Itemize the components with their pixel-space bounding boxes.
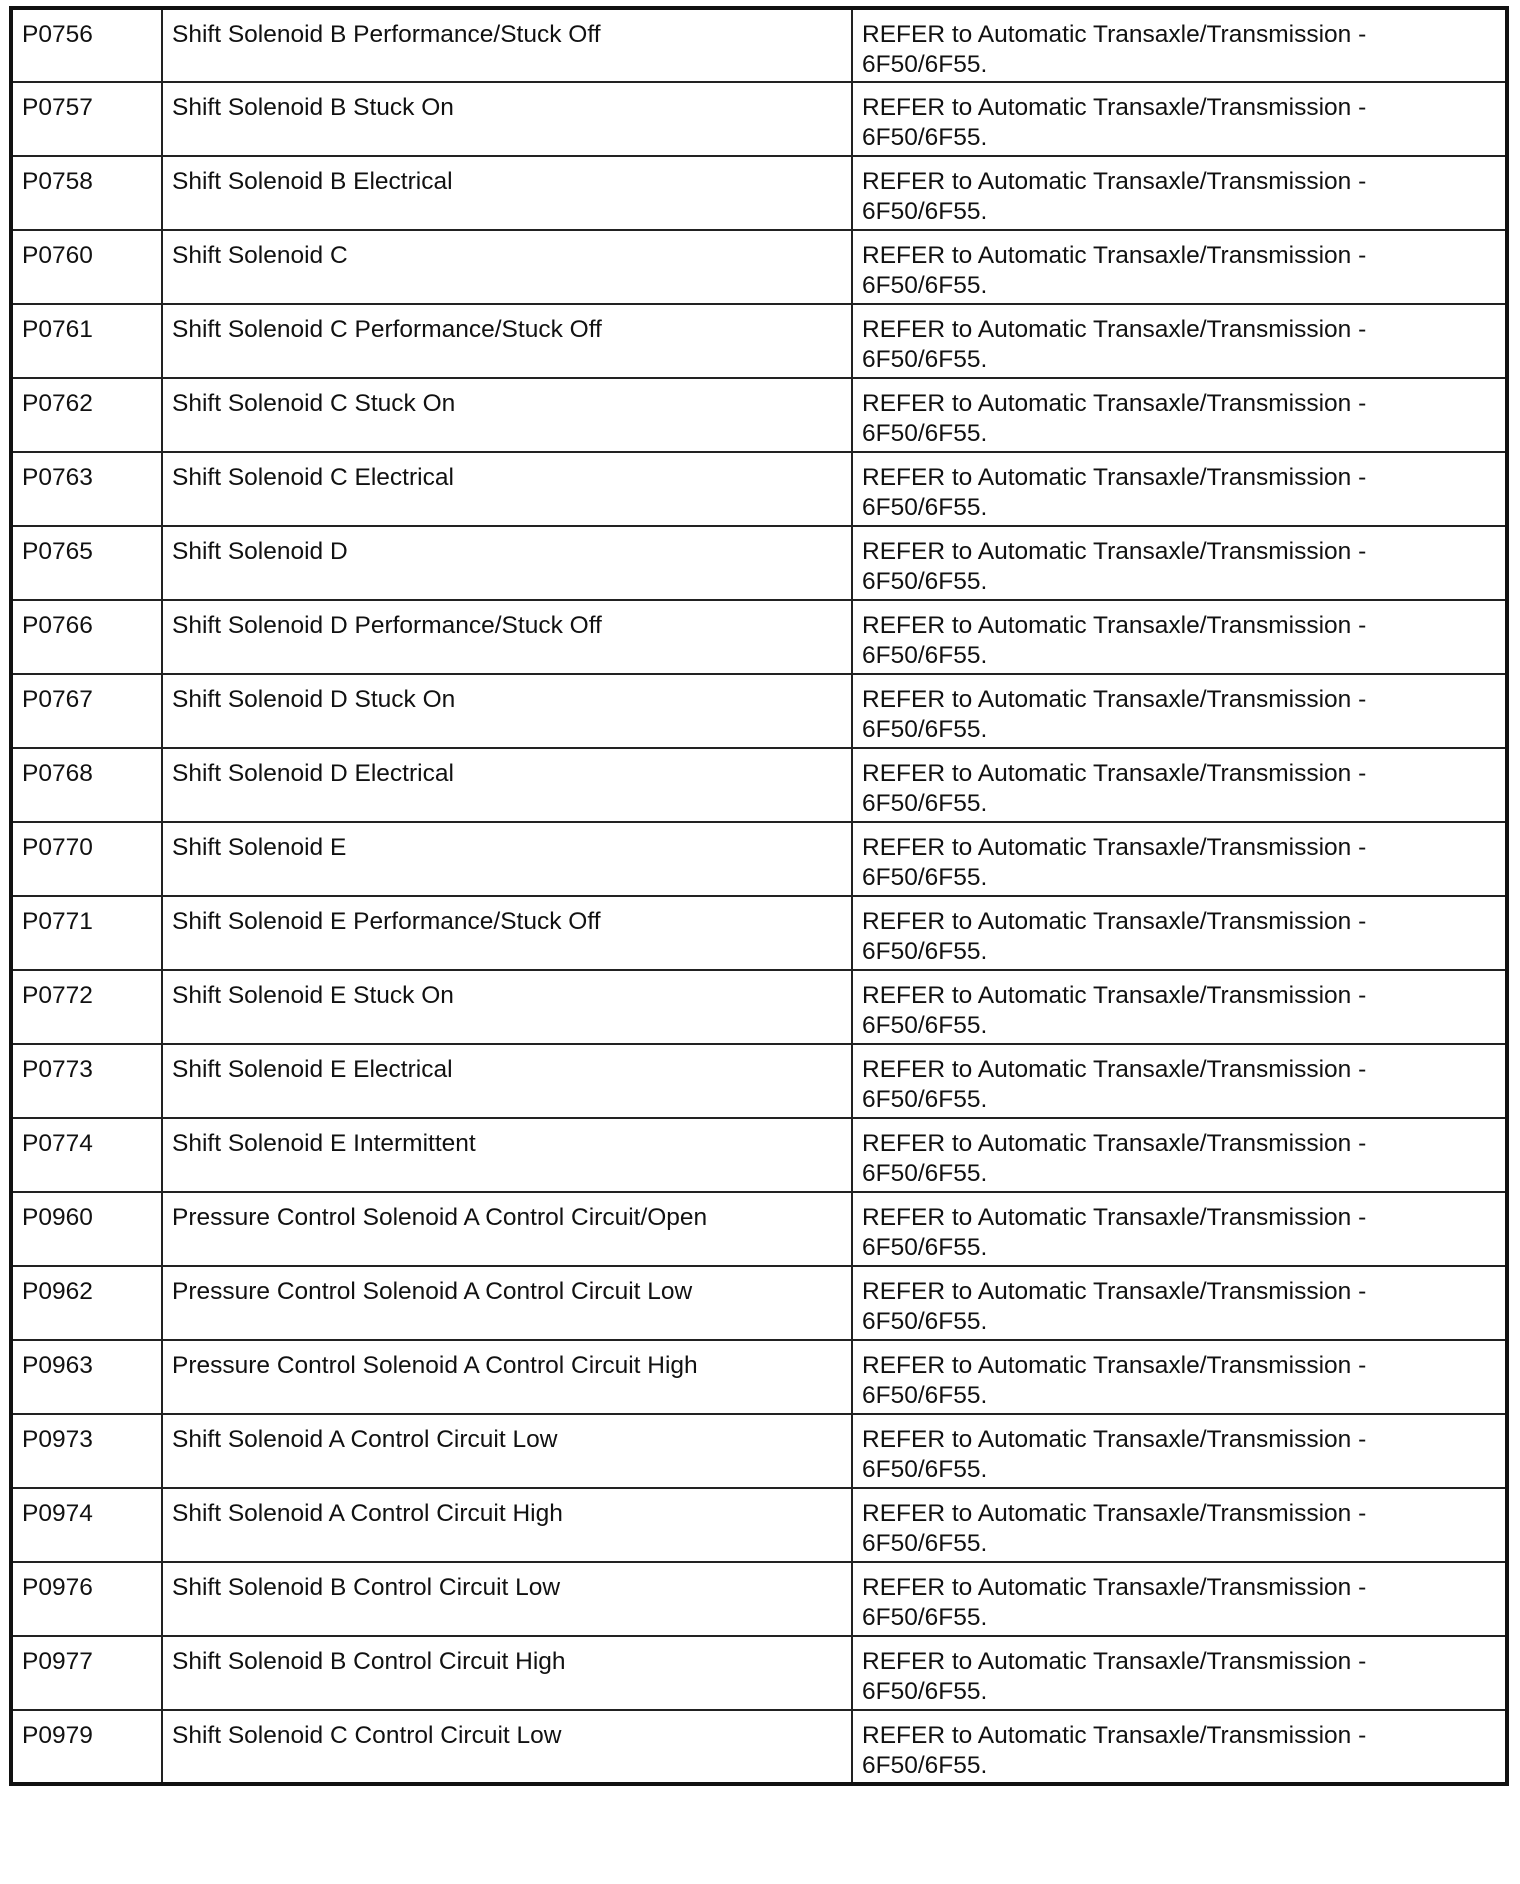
dtc-action-line-2: 6F50/6F55. <box>862 1456 988 1483</box>
dtc-action-cell <box>852 1710 1507 1784</box>
table-row <box>11 1340 1507 1414</box>
dtc-description: Shift Solenoid D Performance/Stuck Off <box>172 612 602 639</box>
dtc-code: P0977 <box>22 1648 93 1675</box>
dtc-action-line-1: REFER to Automatic Transaxle/Transmission - <box>862 538 1367 565</box>
dtc-action-line-1: REFER to Automatic Transaxle/Transmission - <box>862 94 1367 121</box>
dtc-description-cell <box>162 1414 852 1488</box>
dtc-description: Shift Solenoid E Performance/Stuck Off <box>172 908 601 935</box>
dtc-code: P0766 <box>22 612 93 639</box>
dtc-action-line-2: 6F50/6F55. <box>862 1530 988 1557</box>
dtc-action-line-1: REFER to Automatic Transaxle/Transmission - <box>862 908 1367 935</box>
table-row <box>11 1636 1507 1710</box>
dtc-action-line-1: REFER to Automatic Transaxle/Transmission - <box>862 834 1367 861</box>
dtc-action-cell <box>852 1266 1507 1340</box>
dtc-description: Shift Solenoid B Stuck On <box>172 94 454 121</box>
dtc-action-line-2: 6F50/6F55. <box>862 790 988 817</box>
dtc-action-cell <box>852 304 1507 378</box>
dtc-code-cell <box>11 1562 162 1636</box>
dtc-code-cell <box>11 674 162 748</box>
dtc-code-cell <box>11 822 162 896</box>
dtc-description-cell <box>162 1340 852 1414</box>
dtc-action-line-1: REFER to Automatic Transaxle/Transmission - <box>862 1648 1367 1675</box>
dtc-description-cell <box>162 452 852 526</box>
dtc-action-line-2: 6F50/6F55. <box>862 1604 988 1631</box>
dtc-description-cell <box>162 896 852 970</box>
dtc-code-cell <box>11 8 162 82</box>
dtc-code: P0767 <box>22 686 93 713</box>
dtc-action-line-1: REFER to Automatic Transaxle/Transmission - <box>862 242 1367 269</box>
dtc-action-line-2: 6F50/6F55. <box>862 568 988 595</box>
dtc-code: P0774 <box>22 1130 93 1157</box>
dtc-description-cell <box>162 378 852 452</box>
dtc-action-line-2: 6F50/6F55. <box>862 1234 988 1261</box>
dtc-action-cell <box>852 822 1507 896</box>
dtc-action-line-1: REFER to Automatic Transaxle/Transmission - <box>862 1056 1367 1083</box>
table-row <box>11 748 1507 822</box>
dtc-description: Shift Solenoid D Stuck On <box>172 686 456 713</box>
dtc-action-line-1: REFER to Automatic Transaxle/Transmission - <box>862 612 1367 639</box>
table-row <box>11 600 1507 674</box>
dtc-action-line-1: REFER to Automatic Transaxle/Transmission - <box>862 686 1367 713</box>
dtc-code-cell <box>11 748 162 822</box>
dtc-action-cell <box>852 600 1507 674</box>
dtc-description-cell <box>162 1562 852 1636</box>
dtc-action-cell <box>852 1192 1507 1266</box>
dtc-description-cell <box>162 8 852 82</box>
dtc-code-cell <box>11 378 162 452</box>
dtc-description: Shift Solenoid E Electrical <box>172 1056 453 1083</box>
table-row <box>11 156 1507 230</box>
dtc-action-line-2: 6F50/6F55. <box>862 642 988 669</box>
dtc-code: P0758 <box>22 168 93 195</box>
dtc-description-cell <box>162 1266 852 1340</box>
dtc-description-cell <box>162 1044 852 1118</box>
dtc-description-cell <box>162 1192 852 1266</box>
table-row <box>11 1414 1507 1488</box>
dtc-action-line-2: 6F50/6F55. <box>862 1678 988 1705</box>
dtc-action-cell <box>852 970 1507 1044</box>
dtc-description: Pressure Control Solenoid A Control Circuit Low <box>172 1278 693 1305</box>
dtc-action-line-1: REFER to Automatic Transaxle/Transmission - <box>862 1130 1367 1157</box>
dtc-action-cell <box>852 526 1507 600</box>
table-row <box>11 1044 1507 1118</box>
dtc-action-cell <box>852 1488 1507 1562</box>
dtc-description-cell <box>162 1710 852 1784</box>
dtc-code-cell <box>11 1488 162 1562</box>
dtc-code: P0765 <box>22 538 93 565</box>
dtc-action-line-2: 6F50/6F55. <box>862 1012 988 1039</box>
dtc-description-cell <box>162 822 852 896</box>
dtc-description-cell <box>162 970 852 1044</box>
dtc-code-cell <box>11 1710 162 1784</box>
dtc-description-cell <box>162 748 852 822</box>
dtc-code-cell <box>11 526 162 600</box>
dtc-description-cell <box>162 1488 852 1562</box>
dtc-description: Shift Solenoid A Control Circuit Low <box>172 1426 558 1453</box>
dtc-description: Shift Solenoid A Control Circuit High <box>172 1500 563 1527</box>
table-row <box>11 378 1507 452</box>
dtc-action-cell <box>852 230 1507 304</box>
dtc-action-cell <box>852 1414 1507 1488</box>
dtc-action-cell <box>852 674 1507 748</box>
dtc-action-line-2: 6F50/6F55. <box>862 124 988 151</box>
dtc-action-line-2: 6F50/6F55. <box>862 1086 988 1113</box>
dtc-description: Shift Solenoid C Stuck On <box>172 390 456 417</box>
dtc-code-cell <box>11 304 162 378</box>
dtc-code: P0979 <box>22 1722 93 1749</box>
dtc-code-cell <box>11 1340 162 1414</box>
dtc-action-line-1: REFER to Automatic Transaxle/Transmission - <box>862 1426 1367 1453</box>
dtc-description: Shift Solenoid C <box>172 242 348 269</box>
dtc-code-cell <box>11 1044 162 1118</box>
dtc-code: P0772 <box>22 982 93 1009</box>
table-row <box>11 526 1507 600</box>
table-row <box>11 674 1507 748</box>
dtc-code-cell <box>11 82 162 156</box>
dtc-action-cell <box>852 82 1507 156</box>
dtc-action-line-1: REFER to Automatic Transaxle/Transmission - <box>862 316 1367 343</box>
dtc-action-line-2: 6F50/6F55. <box>862 494 988 521</box>
dtc-action-line-2: 6F50/6F55. <box>862 864 988 891</box>
dtc-action-cell <box>852 896 1507 970</box>
dtc-code-cell <box>11 1118 162 1192</box>
dtc-action-line-1: REFER to Automatic Transaxle/Transmission - <box>862 390 1367 417</box>
table-row <box>11 1118 1507 1192</box>
table-row <box>11 822 1507 896</box>
dtc-code-cell <box>11 600 162 674</box>
dtc-description-cell <box>162 600 852 674</box>
dtc-code: P0962 <box>22 1278 93 1305</box>
dtc-action-line-1: REFER to Automatic Transaxle/Transmission - <box>862 1722 1367 1749</box>
dtc-description: Shift Solenoid B Electrical <box>172 168 453 195</box>
dtc-action-cell <box>852 748 1507 822</box>
dtc-description-cell <box>162 156 852 230</box>
dtc-code-cell <box>11 230 162 304</box>
dtc-code-cell <box>11 452 162 526</box>
dtc-action-line-1: REFER to Automatic Transaxle/Transmission - <box>862 464 1367 491</box>
table-row <box>11 1488 1507 1562</box>
table-row <box>11 1562 1507 1636</box>
dtc-code: P0757 <box>22 94 93 121</box>
dtc-code-cell <box>11 1192 162 1266</box>
table-row <box>11 1266 1507 1340</box>
dtc-code-cell <box>11 1636 162 1710</box>
table-row <box>11 452 1507 526</box>
dtc-description: Shift Solenoid E <box>172 834 347 861</box>
dtc-action-cell <box>852 156 1507 230</box>
dtc-action-cell <box>852 1636 1507 1710</box>
dtc-code-cell <box>11 1266 162 1340</box>
dtc-description-cell <box>162 304 852 378</box>
dtc-action-cell <box>852 1118 1507 1192</box>
dtc-code: P0760 <box>22 242 93 269</box>
table-row <box>11 8 1507 82</box>
dtc-action-cell <box>852 378 1507 452</box>
dtc-description-cell <box>162 1118 852 1192</box>
dtc-action-line-1: REFER to Automatic Transaxle/Transmission - <box>862 1204 1367 1231</box>
dtc-action-line-1: REFER to Automatic Transaxle/Transmission - <box>862 1352 1367 1379</box>
table-row <box>11 1710 1507 1784</box>
dtc-description: Shift Solenoid C Control Circuit Low <box>172 1722 562 1749</box>
dtc-action-cell <box>852 1044 1507 1118</box>
dtc-action-line-1: REFER to Automatic Transaxle/Transmission - <box>862 760 1367 787</box>
dtc-description: Shift Solenoid B Performance/Stuck Off <box>172 21 601 48</box>
dtc-code: P0761 <box>22 316 93 343</box>
dtc-action-line-1: REFER to Automatic Transaxle/Transmission - <box>862 21 1367 48</box>
dtc-code: P0773 <box>22 1056 93 1083</box>
table-row <box>11 1192 1507 1266</box>
dtc-action-line-1: REFER to Automatic Transaxle/Transmission - <box>862 168 1367 195</box>
dtc-description-cell <box>162 230 852 304</box>
dtc-code: P0771 <box>22 908 93 935</box>
dtc-code-cell <box>11 896 162 970</box>
dtc-action-line-1: REFER to Automatic Transaxle/Transmission - <box>862 1574 1367 1601</box>
dtc-code: P0976 <box>22 1574 93 1601</box>
dtc-action-line-1: REFER to Automatic Transaxle/Transmission - <box>862 1500 1367 1527</box>
dtc-action-cell <box>852 8 1507 82</box>
dtc-code-cell <box>11 970 162 1044</box>
dtc-table-body <box>11 8 1507 1784</box>
dtc-action-line-2: 6F50/6F55. <box>862 51 988 78</box>
dtc-action-line-2: 6F50/6F55. <box>862 198 988 225</box>
dtc-description: Shift Solenoid D Electrical <box>172 760 454 787</box>
dtc-action-cell <box>852 452 1507 526</box>
dtc-description: Shift Solenoid D <box>172 538 348 565</box>
dtc-action-line-2: 6F50/6F55. <box>862 1160 988 1187</box>
dtc-action-line-2: 6F50/6F55. <box>862 346 988 373</box>
dtc-action-line-1: REFER to Automatic Transaxle/Transmission - <box>862 982 1367 1009</box>
dtc-action-line-2: 6F50/6F55. <box>862 938 988 965</box>
dtc-code: P0768 <box>22 760 93 787</box>
dtc-description: Pressure Control Solenoid A Control Circuit High <box>172 1352 698 1379</box>
dtc-code: P0960 <box>22 1204 93 1231</box>
dtc-action-cell <box>852 1340 1507 1414</box>
dtc-code-cell <box>11 1414 162 1488</box>
dtc-code: P0763 <box>22 464 93 491</box>
dtc-description-cell <box>162 1636 852 1710</box>
dtc-description: Shift Solenoid B Control Circuit High <box>172 1648 566 1675</box>
dtc-action-line-2: 6F50/6F55. <box>862 1382 988 1409</box>
dtc-code: P0762 <box>22 390 93 417</box>
table-row <box>11 230 1507 304</box>
dtc-code: P0963 <box>22 1352 93 1379</box>
dtc-table <box>9 6 1509 1786</box>
dtc-description: Shift Solenoid E Intermittent <box>172 1130 476 1157</box>
table-row <box>11 304 1507 378</box>
dtc-description: Shift Solenoid B Control Circuit Low <box>172 1574 561 1601</box>
dtc-action-line-2: 6F50/6F55. <box>862 272 988 299</box>
dtc-document <box>9 6 1509 1786</box>
dtc-description: Shift Solenoid C Performance/Stuck Off <box>172 316 602 343</box>
dtc-description: Shift Solenoid C Electrical <box>172 464 454 491</box>
dtc-action-line-2: 6F50/6F55. <box>862 716 988 743</box>
table-row <box>11 82 1507 156</box>
dtc-description-cell <box>162 82 852 156</box>
dtc-description-cell <box>162 674 852 748</box>
dtc-action-line-2: 6F50/6F55. <box>862 1752 988 1779</box>
dtc-code-cell <box>11 156 162 230</box>
dtc-code: P0756 <box>22 21 93 48</box>
dtc-code: P0973 <box>22 1426 93 1453</box>
dtc-description: Shift Solenoid E Stuck On <box>172 982 454 1009</box>
dtc-action-line-2: 6F50/6F55. <box>862 420 988 447</box>
dtc-code: P0770 <box>22 834 93 861</box>
dtc-action-line-2: 6F50/6F55. <box>862 1308 988 1335</box>
dtc-action-cell <box>852 1562 1507 1636</box>
table-row <box>11 970 1507 1044</box>
dtc-code: P0974 <box>22 1500 93 1527</box>
dtc-action-line-1: REFER to Automatic Transaxle/Transmission - <box>862 1278 1367 1305</box>
dtc-description-cell <box>162 526 852 600</box>
dtc-description: Pressure Control Solenoid A Control Circuit/Open <box>172 1204 708 1231</box>
table-row <box>11 896 1507 970</box>
